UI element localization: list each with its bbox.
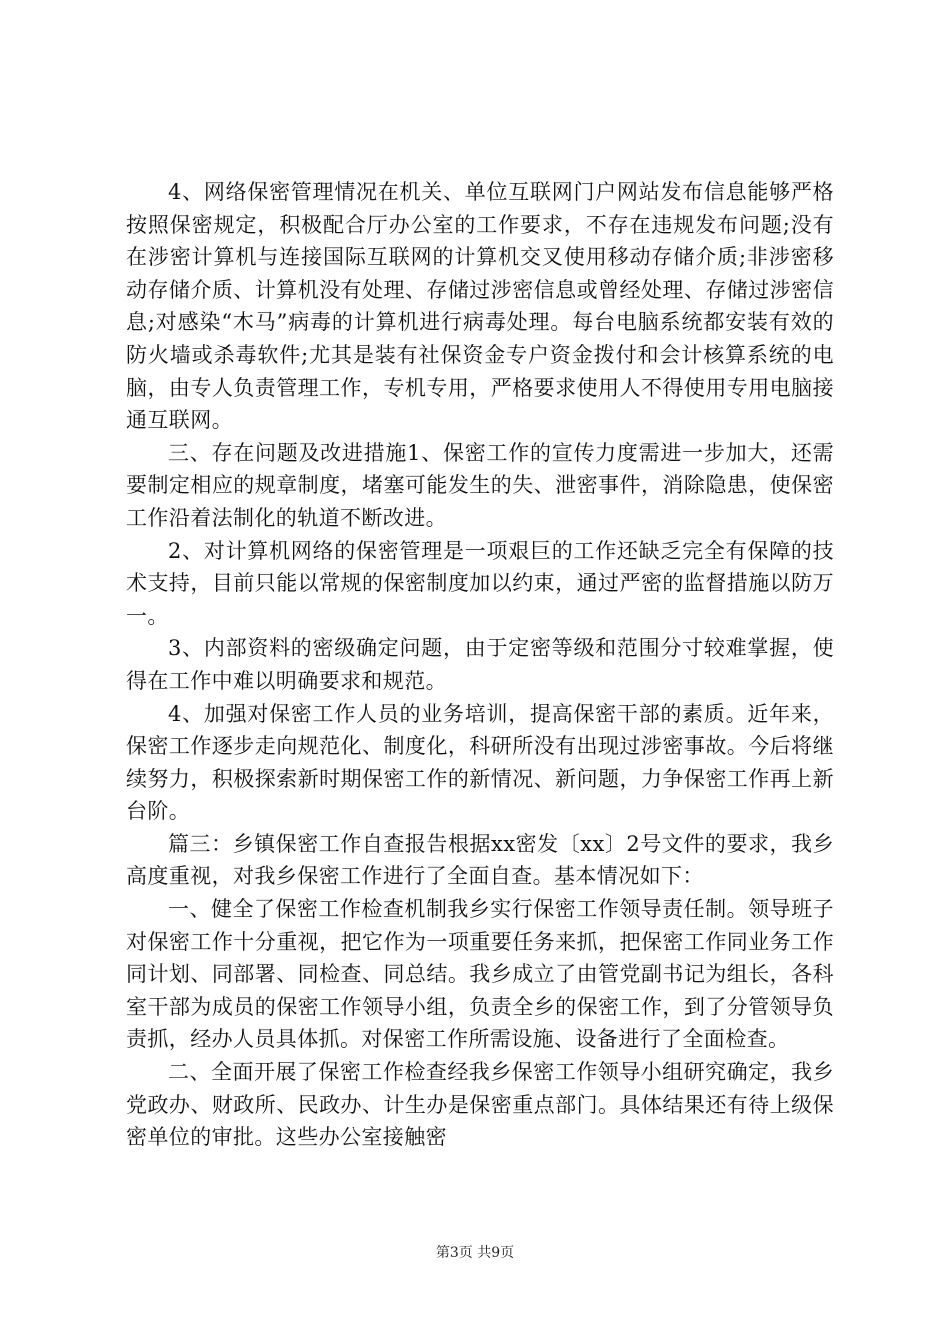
paragraph-section-three: 篇三：乡镇保密工作自查报告根据xx密发〔xx〕2号文件的要求，我乡高度重视，对我乡保密工作进行了全面自查。基本情况如下： — [126, 831, 834, 889]
paragraph-inspection-work: 二、全面开展了保密工作检查经我乡保密工作领导小组研究确定，我乡党政办、财政所、民政办、计生办是保密重点部门。具体结果还有待上级保密单位的审批。这些办公室接触密 — [126, 1060, 834, 1150]
paragraph-classification: 3、内部资料的密级确定问题，由于定密等级和范围分寸较难掌握，使得在工作中难以明确要求和规范。 — [126, 636, 834, 693]
page-number-footer: 第3页 共9页 — [435, 1245, 515, 1261]
paragraph-training: 4、加强对保密工作人员的业务培训，提高保密干部的素质。近年来，保密工作逐步走向规范化、制度化，科研所没有出现过涉密事故。今后将继续努力，积极探索新时期保密工作的新情况、新问题，力争保密工作再上新台阶。 — [126, 701, 834, 824]
paragraph-problems-and-measures: 三、存在问题及改进措施1、保密工作的宣传力度需进一步加大，还需要制定相应的规章制度，堵塞可能发生的失、泄密事件，消除隐患，使保密工作沿着法制化的轨道不断改进。 — [126, 440, 834, 530]
paragraph-network-security: 4、网络保密管理情况在机关、单位互联网门户网站发布信息能够严格按照保密规定，积极配合厅办公室的工作要求，不存在违规发布问题;没有在涉密计算机与连接国际互联网的计算机交叉使用移动存储介质;非涉密移动存储介质、计算机没有处理、存储过涉密信息或曾经处理、存储过涉密信息;对感染“木马”病毒的计算机进行病毒处理。每台电脑系统都安装有效的防火墙或杀毒软件;尤其是装有社保资金专户资金拨付和会计核算系统的电脑，由专人负责管理工作，专机专用，严格要求使用人不得使用专用电脑接通互联网。 — [126, 180, 834, 433]
paragraph-inspection-mechanism: 一、健全了保密工作检查机制我乡实行保密工作领导责任制。领导班子对保密工作十分重视，把它作为一项重要任务来抓，把保密工作同业务工作同计划、同部署、同检查、同总结。我乡成立了由管党副书记为组长，各科室干部为成员的保密工作领导小组，负责全乡的保密工作，到了分管领导负责抓，经办人员具体抓。对保密工作所需设施、设备进行了全面检查。 — [126, 897, 834, 1052]
document-body — [126, 176, 834, 1154]
paragraph-computer-network: 2、对计算机网络的保密管理是一项艰巨的工作还缺乏完全有保障的技术支持，目前只能以常规的保密制度加以约束，通过严密的监督措施以防万一。 — [126, 538, 834, 628]
